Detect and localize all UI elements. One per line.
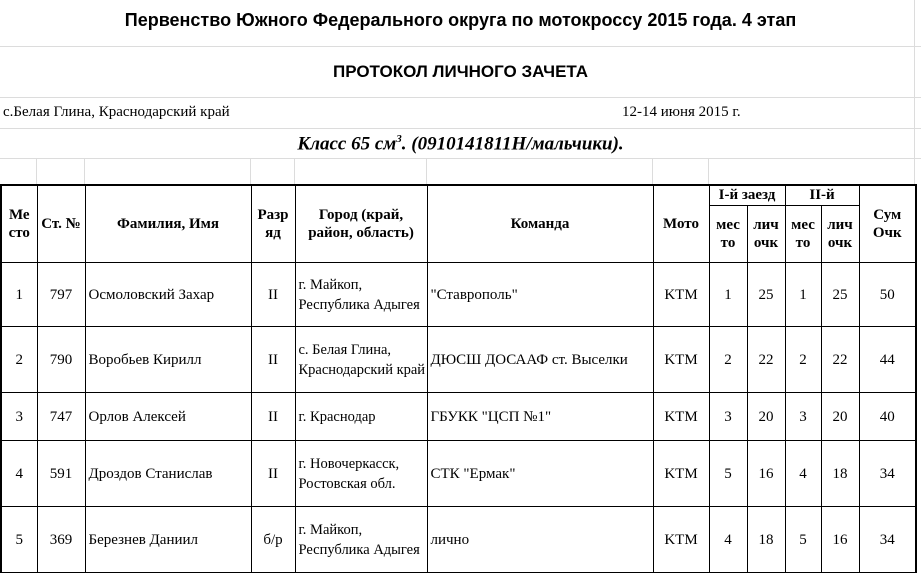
cell-race2-points: 18: [821, 441, 859, 507]
col-header-race1-place: мес то: [709, 205, 747, 262]
cell-place: 2: [1, 327, 37, 393]
col-header-name: Фамилия, Имя: [85, 185, 251, 263]
cell-race1-points: 20: [747, 393, 785, 441]
cell-race1-place: 2: [709, 327, 747, 393]
cell-race1-place: 5: [709, 441, 747, 507]
class-superscript: 3: [396, 133, 402, 145]
cell-total: 50: [859, 263, 916, 327]
col-header-race1-points: лич очк: [747, 205, 785, 262]
cell-race2-place: 3: [785, 393, 821, 441]
cell-race2-points: 22: [821, 327, 859, 393]
cell-number: 747: [37, 393, 85, 441]
cell-total: 44: [859, 327, 916, 393]
cell-race2-points: 16: [821, 507, 859, 573]
cell-number: 790: [37, 327, 85, 393]
cell-team: ДЮСШ ДОСААФ ст. Выселки: [427, 327, 653, 393]
cell-race1-place: 4: [709, 507, 747, 573]
table-row: [1, 393, 916, 441]
cell-moto: KTM: [653, 393, 709, 441]
event-location: с.Белая Глина, Краснодарский край: [3, 104, 230, 120]
cell-total: 34: [859, 441, 916, 507]
col-header-race2: II-й: [785, 185, 859, 205]
table-row: [1, 263, 916, 327]
cell-race1-points: 16: [747, 441, 785, 507]
class-suffix: . (0910141811Н/мальчики).: [401, 133, 624, 155]
cell-race1-points: 22: [747, 327, 785, 393]
cell-race2-place: 1: [785, 263, 821, 327]
cell-moto: KTM: [653, 507, 709, 573]
cell-total: 40: [859, 393, 916, 441]
cell-name: Осмоловский Захар: [85, 263, 251, 327]
col-header-moto: Мото: [653, 185, 709, 263]
results-table: [0, 184, 917, 573]
col-header-total: Сум Очк: [859, 185, 916, 263]
cell-place: 1: [1, 263, 37, 327]
cell-name: Дроздов Станислав: [85, 441, 251, 507]
cell-rank: б/р: [251, 507, 295, 573]
cell-team: "Ставрополь": [427, 263, 653, 327]
class-heading: [0, 133, 921, 155]
col-header-rank: Разр яд: [251, 185, 295, 263]
cell-city: г. Новочеркасск, Ростовская обл.: [295, 441, 427, 507]
cell-race1-place: 3: [709, 393, 747, 441]
cell-team: ГБУКК "ЦСП №1": [427, 393, 653, 441]
cell-number: 797: [37, 263, 85, 327]
cell-rank: II: [251, 327, 295, 393]
col-header-race1: I-й заезд: [709, 185, 785, 205]
cell-number: 369: [37, 507, 85, 573]
cell-moto: KTM: [653, 263, 709, 327]
cell-race1-place: 1: [709, 263, 747, 327]
table-row: [1, 507, 916, 573]
cell-name: Березнев Даниил: [85, 507, 251, 573]
cell-city: г. Майкоп, Республика Адыгея: [295, 507, 427, 573]
cell-name: Воробьев Кирилл: [85, 327, 251, 393]
cell-rank: II: [251, 441, 295, 507]
cell-race2-place: 4: [785, 441, 821, 507]
class-prefix: Класс 65 см: [297, 133, 397, 155]
cell-rank: II: [251, 263, 295, 327]
cell-race1-points: 25: [747, 263, 785, 327]
cell-total: 34: [859, 507, 916, 573]
col-header-race2-place: мес то: [785, 205, 821, 262]
cell-rank: II: [251, 393, 295, 441]
cell-city: г. Майкоп, Республика Адыгея: [295, 263, 427, 327]
table-row: [1, 327, 916, 393]
cell-name: Орлов Алексей: [85, 393, 251, 441]
cell-race2-place: 5: [785, 507, 821, 573]
cell-number: 591: [37, 441, 85, 507]
cell-moto: KTM: [653, 327, 709, 393]
cell-moto: KTM: [653, 441, 709, 507]
cell-race2-points: 20: [821, 393, 859, 441]
table-row: [1, 441, 916, 507]
cell-place: 4: [1, 441, 37, 507]
cell-place: 5: [1, 507, 37, 573]
cell-team: лично: [427, 507, 653, 573]
col-header-race2-points: лич очк: [821, 205, 859, 262]
cell-place: 3: [1, 393, 37, 441]
col-header-place: Ме сто: [1, 185, 37, 263]
cell-race2-place: 2: [785, 327, 821, 393]
col-header-city: Город (край, район, область): [295, 185, 427, 263]
cell-city: г. Краснодар: [295, 393, 427, 441]
cell-team: СТК "Ермак": [427, 441, 653, 507]
document-title: Первенство Южного Федерального округа по мотокроссу 2015 года. 4 этап: [124, 10, 797, 30]
col-header-number: Ст. №: [37, 185, 85, 263]
cell-race2-points: 25: [821, 263, 859, 327]
protocol-title: ПРОТОКОЛ ЛИЧНОГО ЗАЧЕТА: [332, 62, 589, 81]
cell-city: с. Белая Глина, Краснодарский край: [295, 327, 427, 393]
event-dates: 12-14 июня 2015 г.: [622, 104, 741, 120]
cell-race1-points: 18: [747, 507, 785, 573]
col-header-team: Команда: [427, 185, 653, 263]
